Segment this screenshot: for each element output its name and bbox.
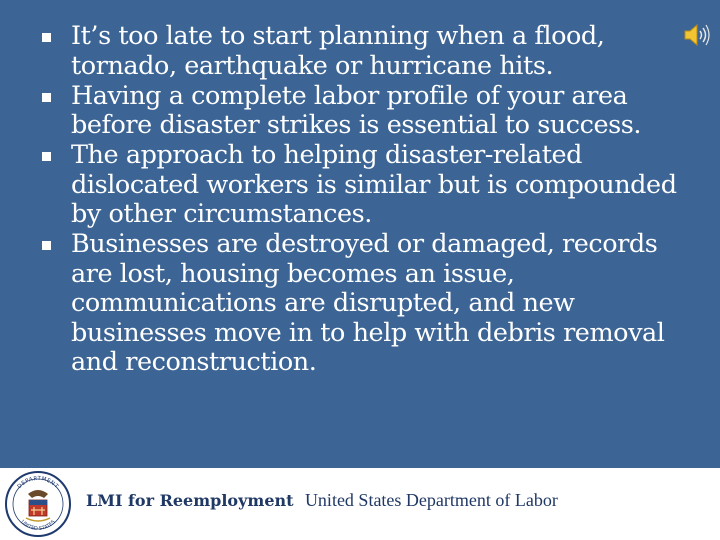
seal-bottom-text: UNITED STATES (19, 519, 57, 533)
bullet-item (42, 141, 692, 230)
footer-title: LMI for Reemployment (86, 491, 294, 510)
square-bullet-icon (42, 241, 51, 250)
seal-top-text: DEPARTMENT (16, 475, 60, 491)
square-bullet-icon (42, 93, 51, 102)
bullet-text: Having a complete labor profile of your area before disaster strikes is essential to success. (71, 80, 642, 140)
speaker-icon[interactable] (682, 22, 712, 48)
department-of-labor-seal-icon (4, 470, 72, 538)
bullet-item (42, 82, 692, 141)
bullet-text: Businesses are destroyed or damaged, records are lost, housing becomes an issue, communications are disrupted, and new businesses move in to help with debris removal and reconstruction. (71, 229, 665, 377)
square-bullet-icon (42, 152, 51, 161)
slide-footer (0, 468, 720, 540)
bullet-list (42, 22, 692, 378)
footer-department: United States Department of Labor (304, 490, 558, 510)
footer-caption (86, 490, 558, 511)
bullet-text: It’s too late to start planning when a flood, tornado, earthquake or hurricane hits. (71, 21, 605, 81)
bullet-item (42, 230, 692, 378)
bullet-item (42, 22, 692, 81)
bullet-text: The approach to helping disaster-related dislocated workers is similar but is compounded by other circumstances. (71, 140, 677, 229)
square-bullet-icon (42, 33, 51, 42)
